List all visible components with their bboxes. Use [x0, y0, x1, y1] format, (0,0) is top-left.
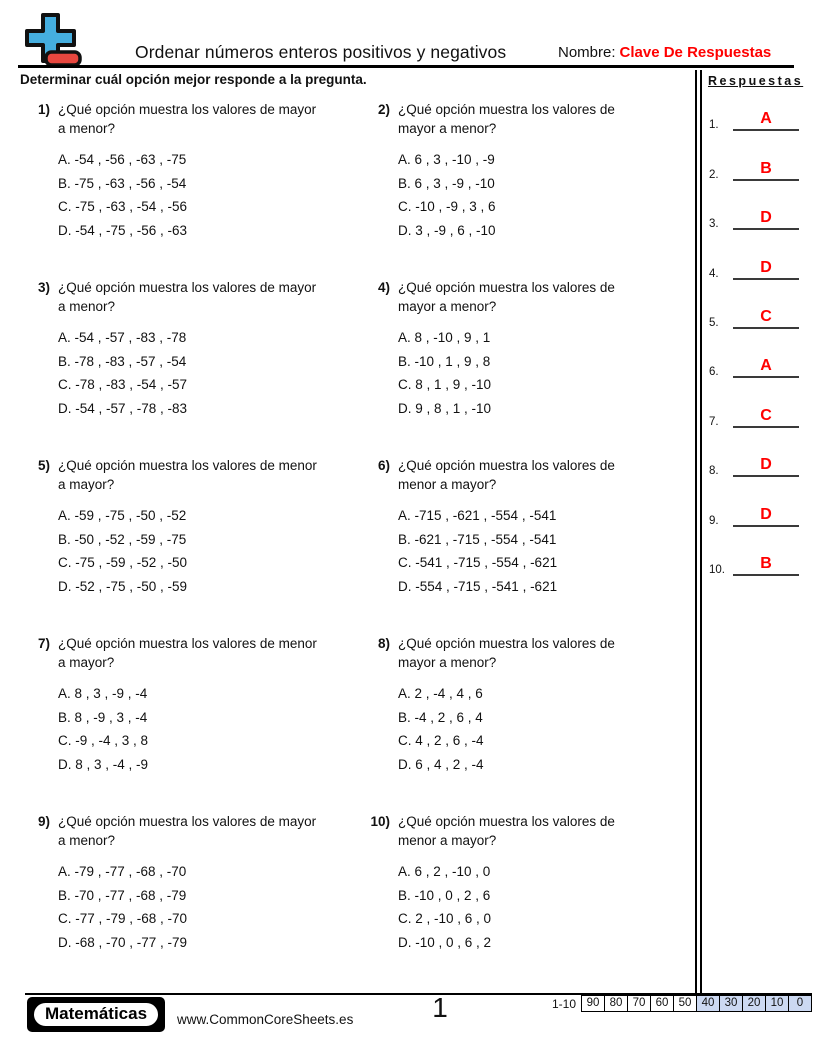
question-number: 1) — [37, 102, 50, 117]
answer-item-5 — [704, 286, 812, 335]
question-number: 3) — [37, 280, 50, 295]
choice-c: C. -9 , -4 , 3 , 8 — [58, 733, 149, 748]
question-number: 10) — [370, 814, 390, 829]
score-cell: 0 — [788, 995, 812, 1012]
choices — [398, 148, 696, 242]
answer-blank — [733, 555, 799, 576]
answer-blank — [733, 308, 799, 329]
score-cell: 70 — [627, 995, 651, 1012]
choice-b: B. -10 , 0 , 2 , 6 — [398, 887, 491, 903]
choice-a: A. 8 , -10 , 9 , 1 — [398, 330, 491, 345]
answer-item-7 — [704, 384, 812, 433]
choice-a: A. -715 , -621 , -554 , -541 — [398, 508, 557, 523]
answer-number: 2. — [709, 168, 719, 181]
name-line — [558, 44, 771, 61]
question-text: ¿Qué opción muestra los valores de mayor a menor? — [398, 280, 615, 314]
answer-item-9 — [704, 483, 812, 532]
answer-item-3 — [704, 187, 812, 236]
choice-d: D. 6 , 4 , 2 , -4 — [398, 756, 484, 772]
question-number: 2) — [377, 102, 390, 117]
choice-b: B. 8 , -9 , 3 , -4 — [58, 709, 148, 725]
choice-d: D. -68 , -70 , -77 , -79 — [58, 934, 188, 950]
question-6 — [360, 456, 696, 634]
name-label: Nombre: — [558, 44, 616, 61]
choices — [58, 148, 360, 242]
answer-number: 1. — [709, 119, 719, 132]
choice-a: A. 6 , 3 , -10 , -9 — [398, 152, 495, 167]
choice-b: B. -50 , -52 , -59 , -75 — [58, 531, 187, 547]
answers-list — [704, 88, 812, 582]
question-3 — [20, 278, 360, 456]
answer-blank — [733, 407, 799, 428]
question-text: ¿Qué opción muestra los valores de mayor a menor? — [398, 102, 615, 136]
question-10 — [360, 812, 696, 990]
site-url: www.CommonCoreSheets.es — [177, 1012, 354, 1027]
choice-b: B. 6 , 3 , -9 , -10 — [398, 175, 495, 191]
question-number: 6) — [377, 458, 390, 473]
answer-blank — [733, 110, 799, 131]
choice-c: C. -10 , -9 , 3 , 6 — [398, 199, 496, 214]
choice-c: C. 2 , -10 , 6 , 0 — [398, 911, 492, 926]
choice-c: C. -77 , -79 , -68 , -70 — [58, 911, 188, 926]
name-value: Clave De Respuestas — [619, 44, 772, 61]
question-text: ¿Qué opción muestra los valores de menor a mayor? — [398, 458, 615, 492]
choice-a: A. -54 , -56 , -63 , -75 — [58, 152, 187, 167]
answer-letter: D — [760, 456, 772, 474]
score-cell: 10 — [765, 995, 789, 1012]
question-number: 9) — [37, 814, 50, 829]
vertical-divider — [695, 70, 697, 993]
answer-number: 7. — [709, 415, 719, 428]
page-number: 1 — [432, 992, 448, 1023]
minus-icon — [46, 52, 80, 65]
choices — [398, 860, 696, 954]
answer-blank — [733, 357, 799, 378]
question-number: 7) — [37, 636, 50, 651]
choice-c: C. -78 , -83 , -54 , -57 — [58, 377, 188, 392]
choices — [58, 504, 360, 598]
choices — [58, 326, 360, 420]
answer-item-6 — [704, 335, 812, 384]
question-number: 4) — [377, 280, 390, 295]
question-2 — [360, 100, 696, 278]
question-7 — [20, 634, 360, 812]
choice-b: B. -10 , 1 , 9 , 8 — [398, 353, 491, 369]
answer-number: 3. — [709, 218, 719, 231]
question-text: ¿Qué opción muestra los valores de menor a mayor? — [398, 814, 615, 848]
score-cell: 80 — [604, 995, 628, 1012]
answer-blank — [733, 456, 799, 477]
answer-letter: B — [760, 554, 772, 572]
vertical-divider — [700, 70, 702, 993]
score-cell: 60 — [650, 995, 674, 1012]
choices — [58, 682, 360, 776]
choice-b: B. -75 , -63 , -56 , -54 — [58, 175, 187, 191]
choice-c: C. -75 , -63 , -54 , -56 — [58, 199, 188, 214]
choice-d: D. 8 , 3 , -4 , -9 — [58, 756, 149, 772]
choice-c: C. -75 , -59 , -52 , -50 — [58, 555, 188, 570]
question-text: ¿Qué opción muestra los valores de mayor a menor? — [398, 636, 615, 670]
answer-letter: D — [760, 505, 772, 523]
header-rule — [18, 65, 794, 68]
answer-blank — [733, 259, 799, 280]
choices — [58, 860, 360, 954]
brand-label: Matemáticas — [32, 1001, 160, 1028]
answer-number: 9. — [709, 514, 719, 527]
choice-a: A. -54 , -57 , -83 , -78 — [58, 330, 187, 345]
score-table — [552, 995, 812, 1012]
choice-a: A. 8 , 3 , -9 , -4 — [58, 686, 148, 701]
brand-badge — [27, 997, 165, 1032]
choice-d: D. -52 , -75 , -50 , -59 — [58, 578, 188, 594]
answer-letter: D — [760, 258, 772, 276]
answer-letter: B — [760, 159, 772, 177]
answer-number: 4. — [709, 267, 719, 280]
answer-item-4 — [704, 236, 812, 285]
question-4 — [360, 278, 696, 456]
choices — [398, 682, 696, 776]
instruction-text: Determinar cuál opción mejor responde a la pregunta. — [20, 72, 367, 87]
plus-minus-logo — [18, 12, 82, 70]
question-text: ¿Qué opción muestra los valores de mayor a menor? — [58, 814, 317, 848]
choice-d: D. -54 , -57 , -78 , -83 — [58, 400, 188, 416]
answer-item-2 — [704, 137, 812, 186]
question-text: ¿Qué opción muestra los valores de mayor a menor? — [58, 102, 317, 136]
choice-d: D. 9 , 8 , 1 , -10 — [398, 400, 492, 416]
answer-blank — [733, 209, 799, 230]
answers-panel-title: Respuestas — [708, 74, 804, 88]
answer-number: 8. — [709, 465, 719, 478]
choice-b: B. -621 , -715 , -554 , -541 — [398, 531, 557, 547]
answer-item-10 — [704, 533, 812, 582]
choice-a: A. -79 , -77 , -68 , -70 — [58, 864, 187, 879]
answer-number: 5. — [709, 316, 719, 329]
choice-d: D. -10 , 0 , 6 , 2 — [398, 934, 492, 950]
score-cell: 40 — [696, 995, 720, 1012]
answer-number: 10. — [709, 563, 725, 576]
question-number: 5) — [37, 458, 50, 473]
question-1 — [20, 100, 360, 278]
choice-d: D. -554 , -715 , -541 , -621 — [398, 578, 558, 594]
worksheet-title: Ordenar números enteros positivos y negativos — [135, 42, 507, 62]
question-number: 8) — [377, 636, 390, 651]
question-5 — [20, 456, 360, 634]
answer-item-8 — [704, 434, 812, 483]
choice-a: A. 6 , 2 , -10 , 0 — [398, 864, 491, 879]
answer-letter: A — [760, 357, 772, 375]
choice-b: B. -4 , 2 , 6 , 4 — [398, 709, 483, 725]
question-text: ¿Qué opción muestra los valores de menor a mayor? — [58, 636, 317, 670]
choice-d: D. -54 , -75 , -56 , -63 — [58, 222, 188, 238]
answer-item-1 — [704, 88, 812, 137]
choice-a: A. 2 , -4 , 4 , 6 — [398, 686, 483, 701]
choice-d: D. 3 , -9 , 6 , -10 — [398, 222, 496, 238]
answer-letter: C — [760, 406, 772, 424]
answer-letter: A — [760, 110, 772, 128]
choice-c: C. 8 , 1 , 9 , -10 — [398, 377, 492, 392]
choice-a: A. -59 , -75 , -50 , -52 — [58, 508, 187, 523]
answer-letter: C — [760, 307, 772, 325]
answer-blank — [733, 506, 799, 527]
answer-letter: D — [760, 209, 772, 227]
question-8 — [360, 634, 696, 812]
choice-b: B. -78 , -83 , -57 , -54 — [58, 353, 187, 369]
answers-panel — [704, 70, 812, 582]
questions-grid — [20, 100, 696, 990]
choices — [398, 326, 696, 420]
choice-c: C. -541 , -715 , -554 , -621 — [398, 555, 558, 570]
score-cell: 20 — [742, 995, 766, 1012]
answer-number: 6. — [709, 366, 719, 379]
score-cell: 30 — [719, 995, 743, 1012]
score-cell: 90 — [581, 995, 605, 1012]
question-text: ¿Qué opción muestra los valores de menor a mayor? — [58, 458, 317, 492]
choice-c: C. 4 , 2 , 6 , -4 — [398, 733, 484, 748]
question-9 — [20, 812, 360, 990]
choice-b: B. -70 , -77 , -68 , -79 — [58, 887, 187, 903]
score-cell: 50 — [673, 995, 697, 1012]
score-range-label: 1-10 — [551, 996, 576, 1011]
question-text: ¿Qué opción muestra los valores de mayor a menor? — [58, 280, 317, 314]
answer-blank — [733, 160, 799, 181]
choices — [398, 504, 696, 598]
